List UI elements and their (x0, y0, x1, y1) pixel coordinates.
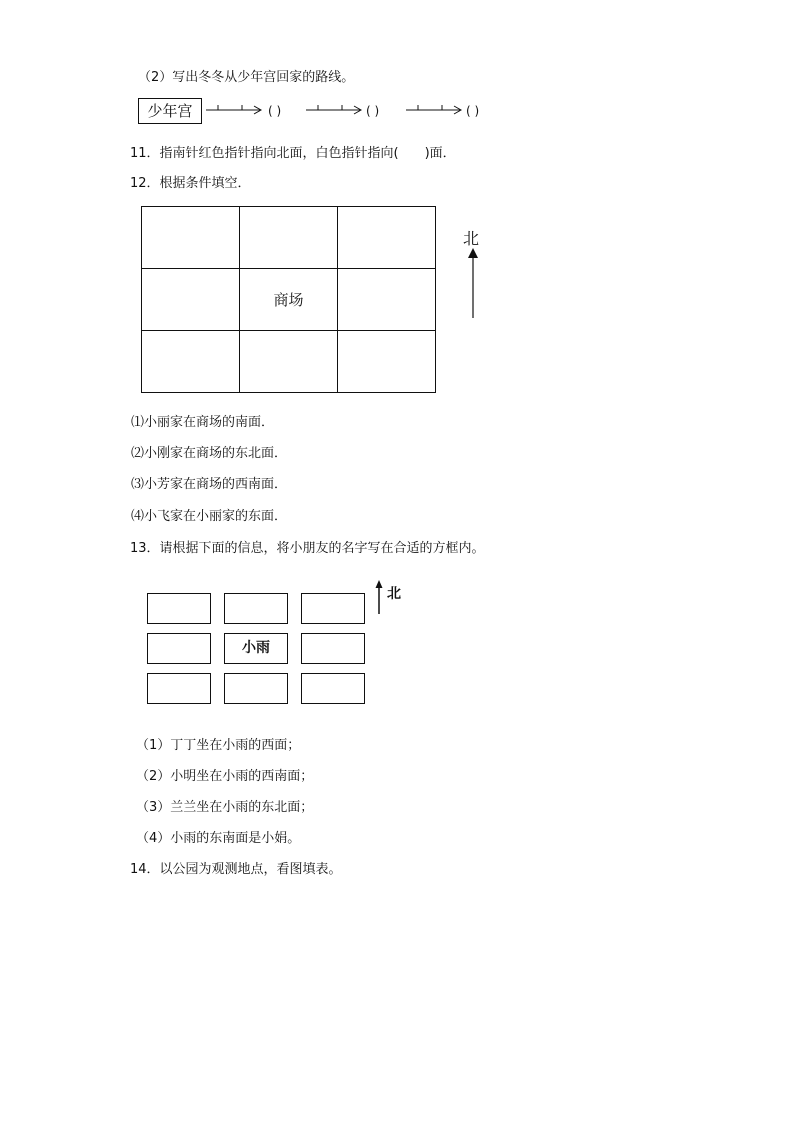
q13-title: 13．请根据下面的信息，将小朋友的名字写在合适的方框内。 (130, 541, 485, 556)
grid-cell-ne[interactable] (338, 207, 436, 269)
route-blank-3[interactable]: ( ) (466, 104, 480, 118)
q11-text: 11．指南针红色指针指向北面，白色指针指向( )面． (130, 146, 456, 161)
route-arrow-3 (404, 100, 466, 120)
grid-cell-n[interactable] (240, 207, 338, 269)
seat-box-sw[interactable] (147, 673, 211, 704)
seat-box-s[interactable] (224, 673, 288, 704)
route-start-box: 少年宫 (138, 98, 202, 124)
seat-box-w[interactable] (147, 633, 211, 664)
route-blank-2[interactable]: ( ) (366, 104, 380, 118)
route-arrow-1 (204, 100, 266, 120)
grid-cell-e[interactable] (338, 269, 436, 331)
q13-item-1: （1）丁丁坐在小雨的西面； (136, 738, 301, 753)
grid-cell-se[interactable] (338, 331, 436, 393)
q12-north-arrow-icon (466, 248, 480, 320)
q13-item-3: （3）兰兰坐在小雨的东北面； (136, 800, 314, 815)
seat-box-center: 小雨 (224, 633, 288, 664)
q12-item-1: ⑴小丽家在商场的南面． (131, 415, 275, 430)
seat-box-e[interactable] (301, 633, 365, 664)
q13-item-4: （4）小雨的东南面是小娟。 (136, 831, 301, 846)
q12-title: 12．根据条件填空． (130, 176, 251, 191)
q12-map-grid (141, 206, 436, 393)
q13-north-arrow-icon (374, 580, 384, 616)
q12-item-2: ⑵小刚家在商场的东北面． (131, 446, 288, 461)
q12-item-3: ⑶小芳家在商场的西南面． (131, 477, 288, 492)
route-arrow-2 (304, 100, 366, 120)
route-blank-1[interactable]: ( ) (268, 104, 282, 118)
seat-box-nw[interactable] (147, 593, 211, 624)
grid-cell-nw[interactable] (142, 207, 240, 269)
grid-cell-s[interactable] (240, 331, 338, 393)
grid-cell-sw[interactable] (142, 331, 240, 393)
q12-north-label: 北 (463, 229, 480, 248)
q14-title: 14．以公园为观测地点，看图填表。 (130, 862, 342, 877)
seat-box-n[interactable] (224, 593, 288, 624)
q13-north-label: 北 (387, 586, 401, 602)
grid-cell-w[interactable] (142, 269, 240, 331)
grid-cell-center: 商场 (240, 269, 338, 331)
seat-box-ne[interactable] (301, 593, 365, 624)
seat-box-se[interactable] (301, 673, 365, 704)
q12-item-4: ⑷小飞家在小丽家的东面． (131, 509, 288, 524)
q13-item-2: （2）小明坐在小雨的西南面； (136, 769, 314, 784)
q10-part2-text: （2）写出冬冬从少年宫回家的路线。 (138, 70, 355, 85)
